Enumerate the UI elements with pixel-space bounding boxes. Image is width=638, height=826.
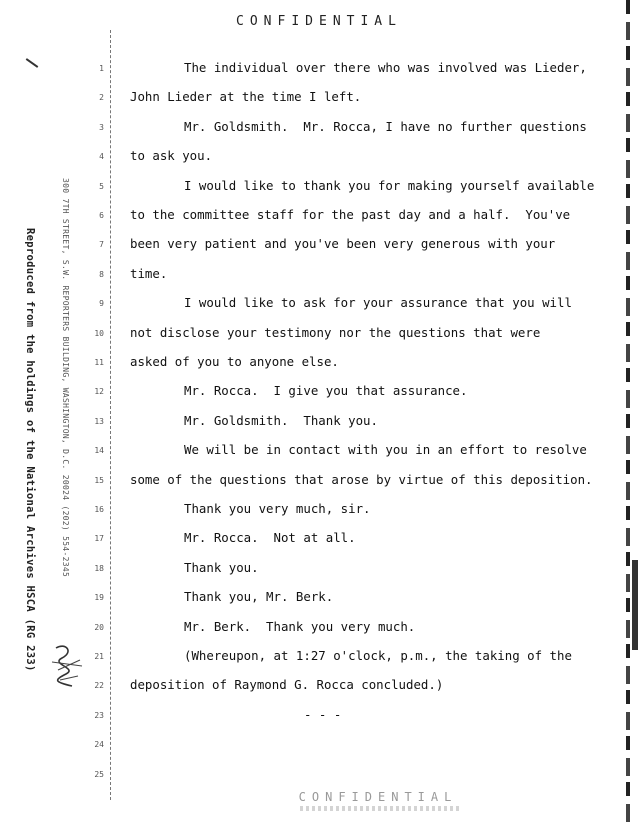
line-number: 5 — [99, 181, 104, 191]
archive-stamp-text: Reproduced from the holdings of the National Archives HSCA (RG 233) — [24, 228, 36, 672]
transcript-line: deposition of Raymond G. Rocca concluded.) — [130, 677, 444, 693]
line-number: 17 — [94, 534, 104, 544]
footer-smudge — [300, 806, 460, 811]
line-number: 2 — [99, 93, 104, 103]
line-number: 1 — [99, 64, 104, 73]
line-number: 18 — [94, 563, 104, 573]
header-confidential: CONFIDENTIAL — [236, 14, 402, 29]
transcript-line: Mr. Rocca. Not at all. — [184, 530, 356, 546]
line-number: 4 — [99, 152, 104, 162]
transcript-line: Mr. Berk. Thank you very much. — [184, 618, 416, 634]
line-number: 6 — [99, 211, 104, 220]
reporter-address-text: 300 7TH STREET, S.W. REPORTERS BUILDING, WASHINGTON, D.C. 20024 (202) 554-2345 — [61, 178, 70, 578]
transcript-line: - - - — [304, 706, 342, 722]
transcript-line: been very patient and you've been very generous with your — [130, 236, 556, 252]
line-number: 8 — [99, 269, 104, 279]
transcript-line: Mr. Rocca. I give you that assurance. — [184, 383, 468, 399]
line-number: 24 — [94, 740, 104, 750]
transcript-line: Mr. Goldsmith. Mr. Rocca, I have no further questions — [184, 118, 587, 134]
line-number: 20 — [94, 622, 104, 632]
transcript-line: Mr. Goldsmith. Thank you. — [184, 412, 378, 428]
line-number: 25 — [94, 769, 104, 779]
footer-confidential: CONFIDENTIAL — [298, 790, 458, 804]
line-number: 16 — [94, 505, 104, 514]
transcript-line: The individual over there who was involved was Lieder, — [184, 60, 587, 75]
transcript-line: asked of you to anyone else. — [130, 354, 339, 369]
transcript-line: I would like to ask for your assurance that you will — [184, 295, 572, 311]
line-number: 21 — [94, 652, 104, 661]
handwritten-initials — [48, 640, 88, 690]
line-number: 15 — [94, 475, 104, 485]
transcript-line: time. — [130, 265, 168, 281]
line-number: 3 — [99, 122, 104, 132]
transcript-line: I would like to thank you for making yourself available — [184, 177, 595, 193]
line-number: 19 — [94, 593, 104, 603]
transcript-line: We will be in contact with you in an effort to resolve — [184, 442, 587, 458]
line-number: 14 — [94, 446, 104, 456]
transcript-line: (Whereupon, at 1:27 o'clock, p.m., the taking of the — [184, 648, 572, 663]
pen-mark — [26, 58, 39, 68]
transcript-line: Thank you, Mr. Berk. — [184, 589, 334, 605]
transcript-line: not disclose your testimony nor the questions that were — [130, 324, 541, 340]
transcript-line: to the committee staff for the past day and a half. You've — [130, 207, 571, 222]
line-number: 10 — [94, 328, 104, 338]
right-edge-scan-artifact — [626, 0, 630, 826]
line-number: 23 — [94, 710, 104, 720]
transcript-line: John Lieder at the time I left. — [130, 89, 362, 105]
transcript-line: to ask you. — [130, 148, 213, 164]
line-number: 7 — [99, 240, 104, 250]
transcript-line: Thank you very much, sir. — [184, 501, 371, 516]
line-number: 9 — [99, 299, 104, 309]
line-number: 13 — [94, 416, 104, 426]
line-number: 22 — [94, 681, 104, 691]
line-number: 12 — [94, 387, 104, 397]
right-edge-scan-artifact-2 — [632, 560, 638, 650]
left-margin-rule — [110, 30, 111, 800]
transcript-line: some of the questions that arose by virtue of this deposition. — [130, 471, 593, 487]
line-number: 11 — [94, 358, 104, 367]
transcript-line: Thank you. — [184, 559, 259, 575]
